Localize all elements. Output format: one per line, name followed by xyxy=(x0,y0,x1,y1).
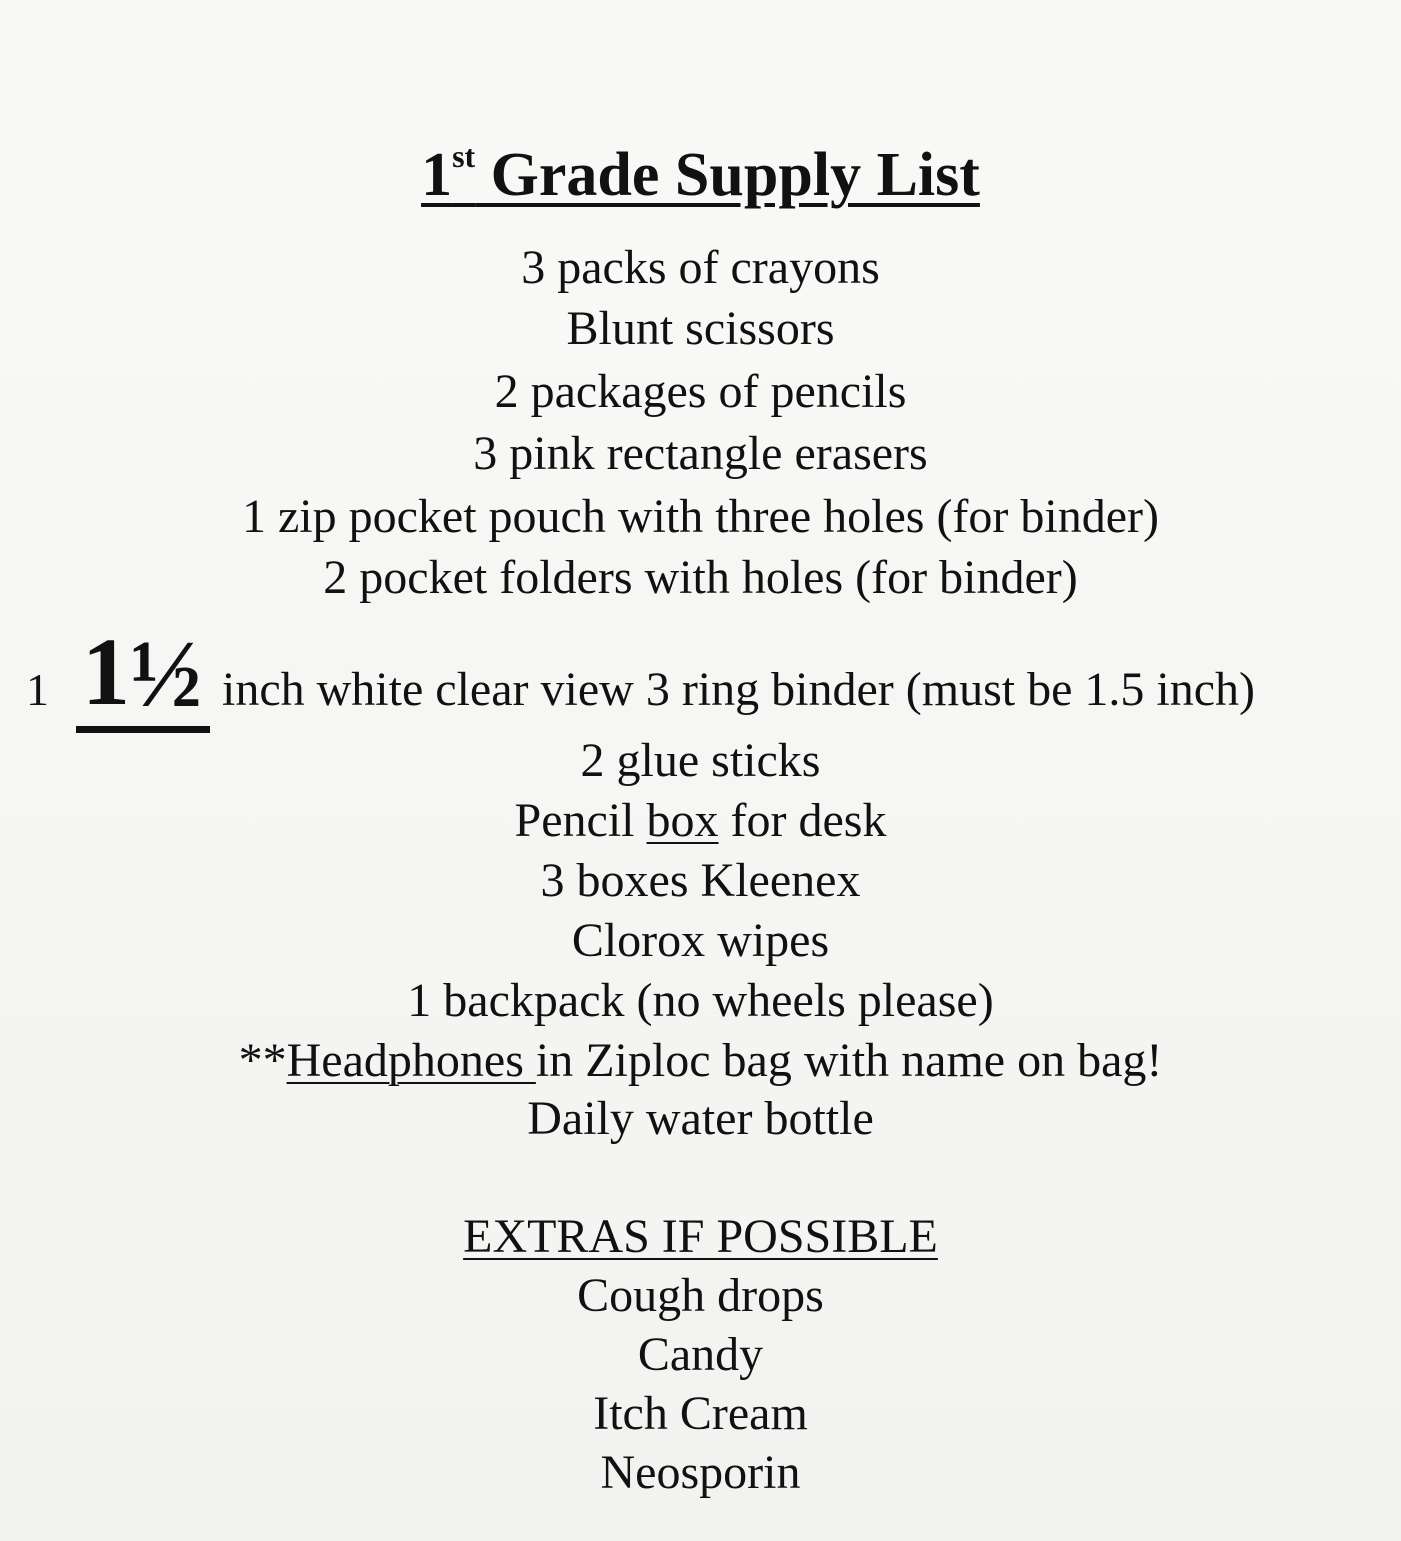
title-text: Grade Supply List xyxy=(475,141,980,209)
binder-quantity: 1 xyxy=(26,664,49,715)
list-item: Cough drops xyxy=(577,1269,824,1322)
list-item: Blunt scissors xyxy=(566,302,835,355)
binder-size-whole: 1 xyxy=(82,618,130,725)
list-item xyxy=(0,791,1401,851)
title-superscript: st xyxy=(452,138,476,174)
extras-heading-text: EXTRAS IF POSSIBLE xyxy=(463,1210,938,1263)
list-item: 2 packages of pencils xyxy=(494,365,907,418)
pencil-box-emphasis: box xyxy=(646,794,719,847)
binder-item xyxy=(0,618,1401,732)
list-item: Neosporin xyxy=(600,1446,801,1499)
list-item: 3 boxes Kleenex xyxy=(540,854,861,907)
list-item: 2 glue sticks xyxy=(580,734,821,787)
page-title xyxy=(0,118,1401,213)
title-ordinal: 1 xyxy=(421,141,453,209)
list-item: Itch Cream xyxy=(593,1387,808,1440)
list-item: 1 backpack (no wheels please) xyxy=(407,974,994,1027)
list-item: 1 zip pocket pouch with three holes (for binder) xyxy=(241,490,1160,543)
list-item: Candy xyxy=(637,1328,764,1381)
binder-size-fraction: ½ xyxy=(130,620,202,727)
binder-description: inch white clear view 3 ring binder (must be 1.5 inch) xyxy=(222,663,1256,716)
binder-size-callout xyxy=(76,618,210,733)
list-item: 3 packs of crayons xyxy=(521,241,880,294)
list-item xyxy=(0,1031,1401,1091)
headphones-text: in Ziploc bag with name on bag! xyxy=(535,1034,1163,1087)
headphones-stars: ** xyxy=(238,1034,287,1087)
list-item: 2 pocket folders with holes (for binder) xyxy=(323,551,1078,604)
list-item: Clorox wipes xyxy=(571,914,830,967)
list-item: 3 pink rectangle erasers xyxy=(473,427,928,480)
pencil-box-text-pre: Pencil xyxy=(514,794,647,847)
headphones-emphasis: Headphones xyxy=(286,1034,536,1087)
pencil-box-text-post: for desk xyxy=(718,794,887,847)
list-item: Daily water bottle xyxy=(527,1092,874,1145)
extras-heading xyxy=(0,1207,1401,1267)
